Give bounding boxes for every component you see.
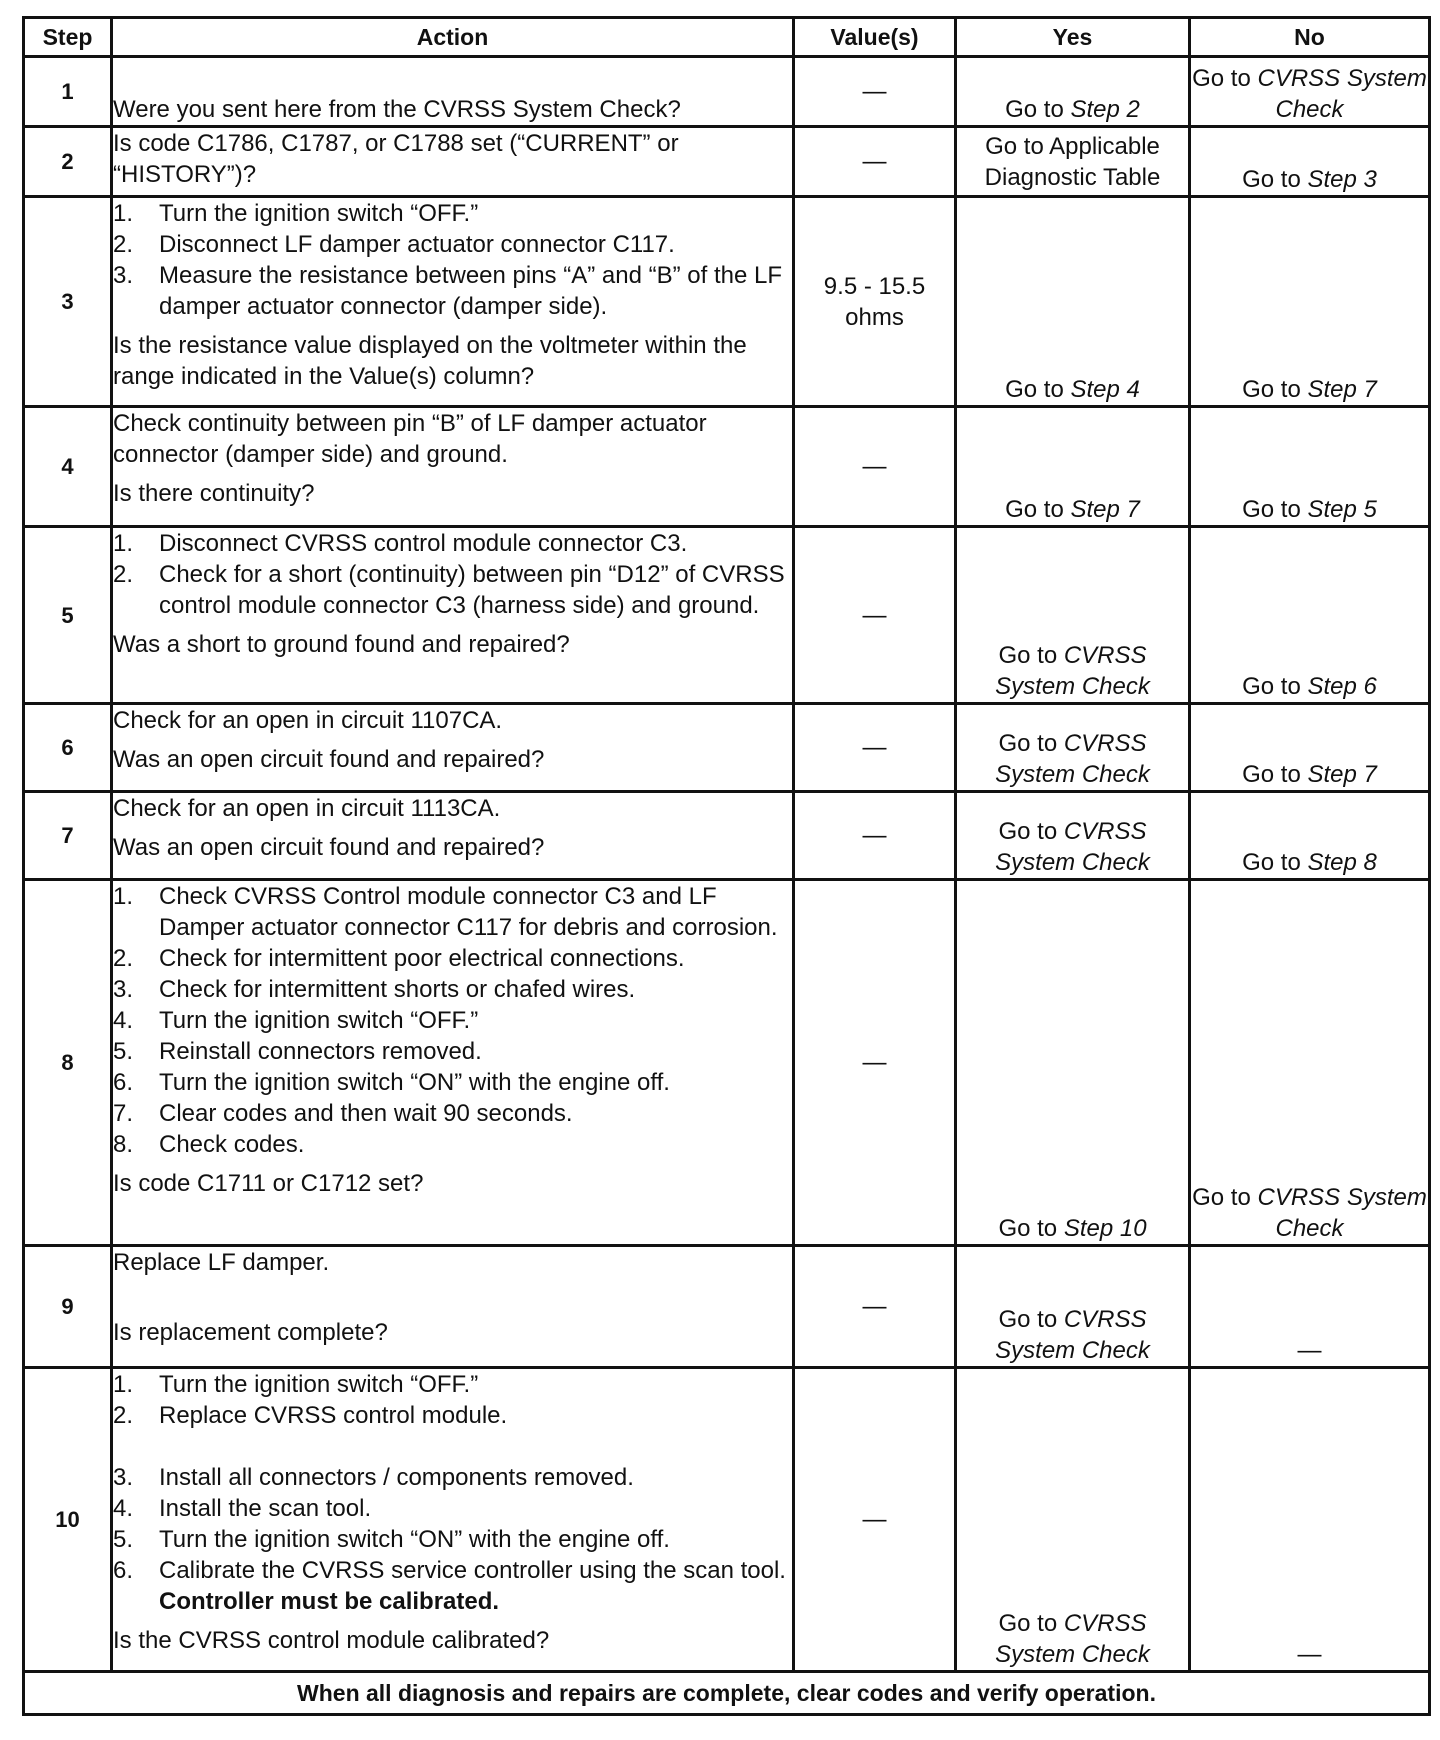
dash: — (862, 1506, 887, 1533)
diagnostic-table (22, 16, 1431, 1716)
yes-ref: Step 7 (1070, 496, 1140, 523)
list-item: 3. Check for intermittent shorts or chafed wires. (113, 976, 636, 1003)
list-item: 1. Turn the ignition switch “OFF.” (113, 200, 479, 227)
action-list (113, 1369, 792, 1617)
action-text: Check continuity between pin “B” of LF damper actuator connector (damper side) and ground. (113, 410, 707, 468)
question-text: Is there continuity? (113, 480, 315, 507)
value-cell: 9.5 - 15.5 ohms (794, 197, 956, 407)
header-step: Step (24, 18, 112, 57)
no-ref: Step 3 (1307, 166, 1377, 193)
question-text: Is the resistance value displayed on the voltmeter within the range indicated in the Value(s) column? (113, 332, 747, 390)
yes-cell (956, 57, 1190, 127)
no-cell (1190, 127, 1430, 197)
value-cell (794, 527, 956, 704)
action-text: Check for an open in circuit 1113CA. (113, 795, 501, 822)
dash: — (862, 1293, 887, 1320)
no-ref: Step 7 (1307, 761, 1377, 788)
no-cell (1190, 792, 1430, 880)
value-cell (794, 407, 956, 527)
yes-ref: Step 2 (1070, 96, 1140, 123)
value-cell (794, 57, 956, 127)
table-row (24, 792, 1430, 880)
goto-text: Go to (1242, 166, 1301, 193)
goto-text: Go to (1242, 849, 1301, 876)
value-cell (794, 1246, 956, 1368)
step-number: 9 (24, 1246, 112, 1368)
no-ref: Step 6 (1307, 673, 1377, 700)
question-text: Is code C1711 or C1712 set? (113, 1170, 424, 1197)
step-number: 8 (24, 880, 112, 1246)
list-item: 2. Check for a short (continuity) between pin “D12” of CVRSS control module connector C3 (harness side) and ground. (113, 561, 785, 619)
goto-text: Go to (998, 642, 1058, 669)
action-cell (112, 57, 794, 127)
dash: — (862, 78, 887, 105)
yes-ref: CVRSS System Check (995, 818, 1150, 876)
action-text: Replace LF damper. (113, 1249, 330, 1276)
list-item: 6. Calibrate the CVRSS service controller using the scan tool. Controller must be calibrated. (113, 1557, 786, 1615)
list-item: 1. Check CVRSS Control module connector C3 and LF Damper actuator connector C117 for debris and corrosion. (113, 883, 778, 941)
yes-cell: Go to Applicable Diagnostic Table (956, 127, 1190, 197)
no-cell (1190, 1246, 1430, 1368)
question-text: Was an open circuit found and repaired? (113, 834, 545, 861)
no-cell (1190, 197, 1430, 407)
list-item: 7. Clear codes and then wait 90 seconds. (113, 1100, 573, 1127)
list-item: 2. Disconnect LF damper actuator connector C117. (113, 231, 675, 258)
goto-text: Go to (1192, 65, 1251, 92)
footer-note: When all diagnosis and repairs are complete, clear codes and verify operation. (24, 1672, 1430, 1715)
action-text: Check for an open in circuit 1107CA. (113, 707, 503, 734)
goto-text: Go to (1242, 761, 1301, 788)
list-item: 1. Disconnect CVRSS control module connector C3. (113, 530, 688, 557)
yes-ref: CVRSS System Check (995, 1306, 1150, 1364)
bold-note: Controller must be calibrated. (159, 1588, 500, 1615)
header-no: No (1190, 18, 1430, 57)
goto-text: Go to (1192, 1184, 1251, 1211)
yes-ref: Step 4 (1070, 376, 1140, 403)
no-cell (1190, 1368, 1430, 1672)
dash: — (862, 734, 887, 761)
question-text: Is replacement complete? (113, 1319, 388, 1346)
action-cell (112, 704, 794, 792)
table-row (24, 527, 1430, 704)
no-cell (1190, 407, 1430, 527)
table-row (24, 407, 1430, 527)
list-item: 8. Check codes. (113, 1131, 305, 1158)
dash: — (862, 601, 887, 629)
yes-ref: Step 10 (1063, 1215, 1147, 1242)
step-number: 4 (24, 407, 112, 527)
action-cell (112, 127, 794, 197)
header-values: Value(s) (794, 18, 956, 57)
goto-text: Go to (998, 1610, 1058, 1637)
goto-text: Go to (1242, 673, 1301, 700)
action-cell (112, 1246, 794, 1368)
no-cell (1190, 880, 1430, 1246)
goto-text: Go to (1005, 96, 1064, 123)
dash: — (862, 453, 887, 480)
list-item: 1. Turn the ignition switch “OFF.” (113, 1371, 479, 1398)
step-number: 3 (24, 197, 112, 407)
action-list (113, 881, 792, 1160)
goto-text: Go to (1005, 496, 1064, 523)
no-cell (1190, 57, 1430, 127)
yes-cell (956, 880, 1190, 1246)
header-row (24, 18, 1430, 57)
action-cell (112, 407, 794, 527)
value-cell (794, 1368, 956, 1672)
dash: — (1297, 1337, 1322, 1364)
table-row (24, 880, 1430, 1246)
question-text: Is code C1786, C1787, or C1788 set (“CURRENT” or “HISTORY”)? (113, 130, 679, 188)
yes-ref: CVRSS System Check (995, 730, 1150, 788)
goto-text: Go to (1242, 376, 1301, 403)
step-number: 6 (24, 704, 112, 792)
table-row (24, 127, 1430, 197)
yes-cell (956, 197, 1190, 407)
yes-cell (956, 704, 1190, 792)
action-cell (112, 792, 794, 880)
list-item: 2. Check for intermittent poor electrical connections. (113, 945, 685, 972)
step-number: 10 (24, 1368, 112, 1672)
dash: — (862, 1049, 887, 1076)
no-ref: Step 7 (1307, 376, 1377, 403)
header-action: Action (112, 18, 794, 57)
no-ref: CVRSS System Check (1257, 65, 1427, 123)
table-row (24, 197, 1430, 407)
no-cell (1190, 704, 1430, 792)
action-list (113, 528, 792, 621)
dash: — (862, 822, 887, 849)
step-number: 5 (24, 527, 112, 704)
goto-text: Go to (998, 730, 1058, 757)
no-ref: Step 8 (1307, 849, 1377, 876)
question-text: Were you sent here from the CVRSS System Check? (113, 96, 681, 123)
list-item: 5. Reinstall connectors removed. (113, 1038, 482, 1065)
list-item: 5. Turn the ignition switch “ON” with the engine off. (113, 1526, 670, 1553)
table-row (24, 704, 1430, 792)
value-cell (794, 792, 956, 880)
question-text: Was a short to ground found and repaired? (113, 631, 570, 658)
list-item: 3. Install all connectors / components removed. (113, 1464, 634, 1491)
yes-cell (956, 407, 1190, 527)
action-cell (112, 527, 794, 704)
yes-ref: CVRSS System Check (995, 1610, 1150, 1668)
yes-ref: CVRSS System Check (995, 642, 1150, 700)
action-cell (112, 197, 794, 407)
goto-text: Go to (1005, 376, 1064, 403)
header-yes: Yes (956, 18, 1190, 57)
no-ref: CVRSS System Check (1257, 1184, 1427, 1242)
yes-cell (956, 1246, 1190, 1368)
step-number: 1 (24, 57, 112, 127)
table-row (24, 1246, 1430, 1368)
yes-cell (956, 527, 1190, 704)
yes-cell (956, 1368, 1190, 1672)
question-text: Is the CVRSS control module calibrated? (113, 1627, 550, 1654)
goto-text: Go to (998, 1306, 1058, 1333)
table-row (24, 57, 1430, 127)
value-cell (794, 880, 956, 1246)
dash: — (1297, 1641, 1322, 1668)
action-list (113, 198, 792, 322)
action-cell (112, 880, 794, 1246)
dash: — (862, 148, 887, 175)
goto-text: Go to (998, 818, 1058, 845)
no-cell (1190, 527, 1430, 704)
list-item: 2. Replace CVRSS control module. (113, 1402, 508, 1429)
no-ref: Step 5 (1307, 496, 1377, 523)
goto-text: Go to (998, 1215, 1058, 1242)
list-item: 6. Turn the ignition switch “ON” with the engine off. (113, 1069, 670, 1096)
value-cell (794, 704, 956, 792)
goto-text: Go to (1242, 496, 1301, 523)
step-number: 7 (24, 792, 112, 880)
question-text: Was an open circuit found and repaired? (113, 746, 545, 773)
table-row (24, 1368, 1430, 1672)
value-cell (794, 127, 956, 197)
yes-cell (956, 792, 1190, 880)
step-number: 2 (24, 127, 112, 197)
list-item: 4. Install the scan tool. (113, 1495, 372, 1522)
action-cell (112, 1368, 794, 1672)
list-item: 4. Turn the ignition switch “OFF.” (113, 1007, 479, 1034)
footer-row (24, 1672, 1430, 1715)
list-item: 3. Measure the resistance between pins “A” and “B” of the LF damper actuator connector (damper side). (113, 262, 782, 320)
